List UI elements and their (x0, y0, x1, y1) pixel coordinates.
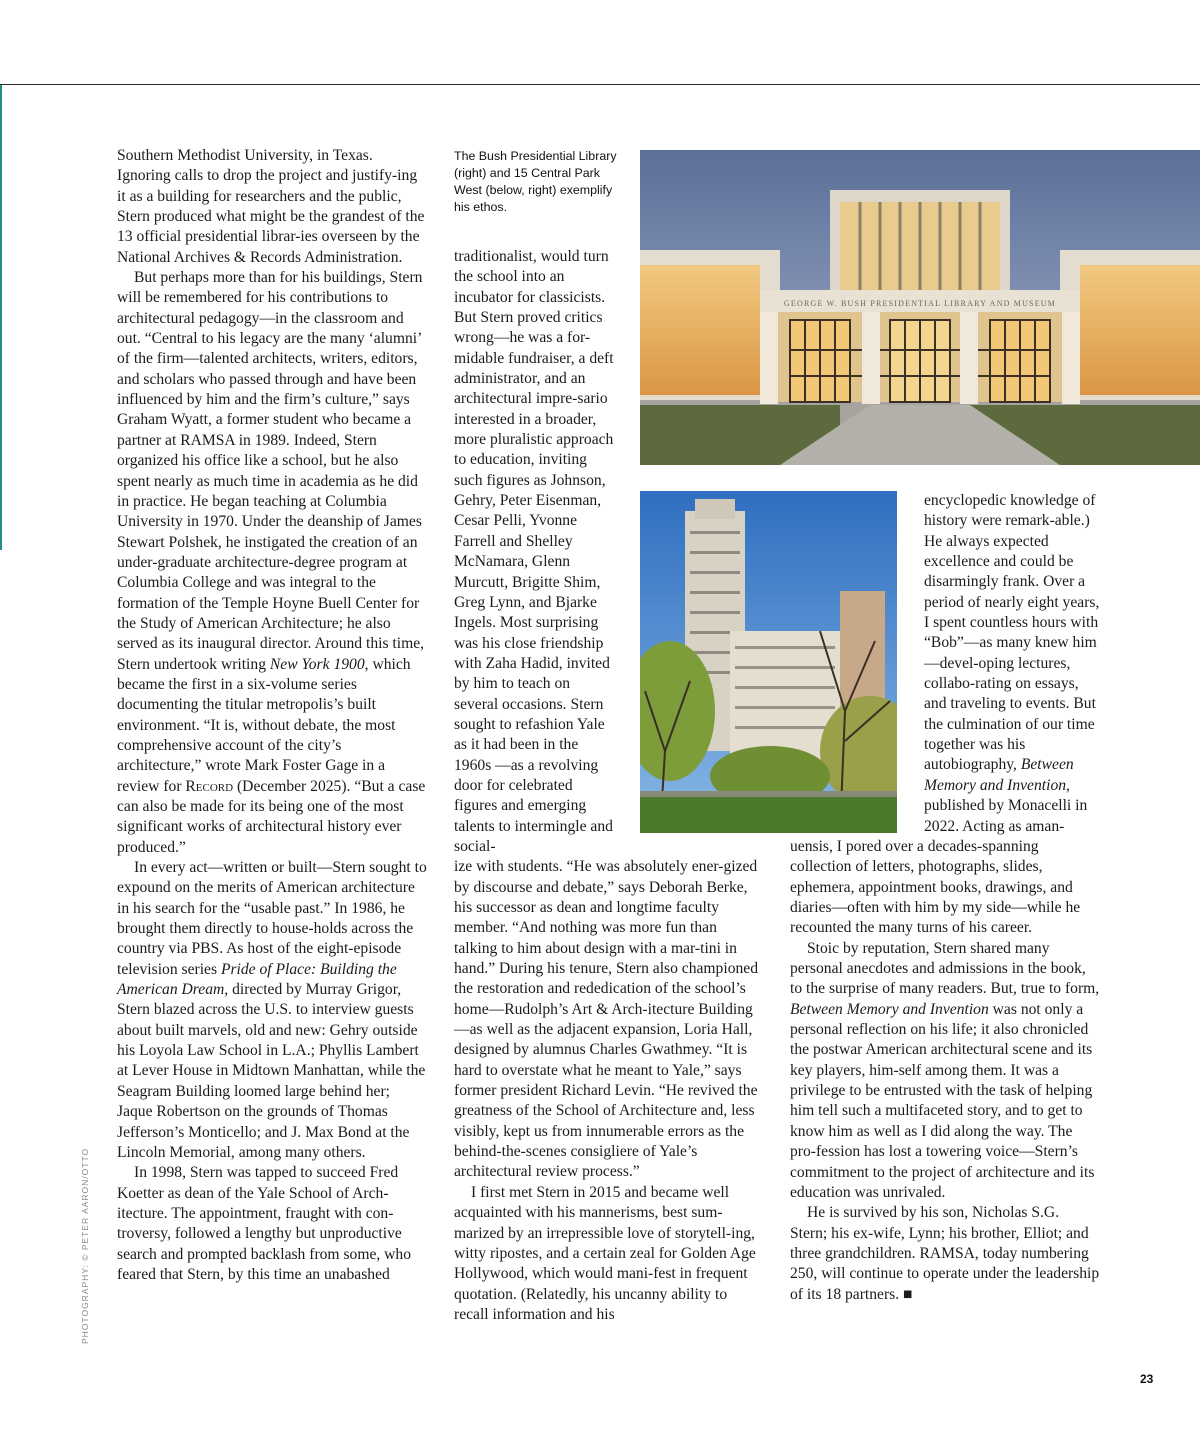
paragraph: uensis, I pored over a decades-spanning collection of letters, photographs, slides, ephemera, appointment books, drawings, and diaries—often with him by my side—while he recounted the many turns of his career. (790, 838, 1081, 937)
paragraph: But perhaps more than for his buildings, Stern will be remembered for his contributions to architectural pedagogy—in the classroom and out. “Central to his legacy are the many ‘alumni’ of the firm—talented architects, writers, editors, and scholars who passed through and have been influenced by him and the firm’s culture,” says Graham Wyatt, a former student who became a partner at RAMSA in 1989. Indeed, Stern organized his office like a school, but he also spent nearly as much time in academia as he did in practice. He began teaching at Columbia University in 1970. Under the deanship of James Stewart Polshek, he instigated the creation of an under-graduate architecture-degree program at Columbia College and was integral to the formation of the Temple Hoyne Buell Center for the Study of American Architecture; he also served as its inaugural director. Around this time, Stern undertook writing New York 1900, which became the first in a six-volume series documenting the titular metropolis’s built environment. “It is, without debate, the most comprehensive account of the city’s architecture,” wrote Mark Foster Gage in a review for Record (December 2025). “But a case can also be made for its being one of the most significant works of architectural history ever produced.” (117, 269, 426, 856)
paragraph: In 1998, Stern was tapped to succeed Fred Koetter as dean of the Yale School of Arch-itecture. The appointment, fraught with con-troversy, followed a lengthy but unproductive search and prompted backlash from some, who feared that Stern, by this time an unabashed (117, 1164, 412, 1283)
paragraph: He is survived by his son, Nicholas S.G. Stern; his ex-wife, Lynn; his brother, Elliot; and three grandchildren. RAMSA, today numbering 250, will continue to operate under the leadership of its 18 partners. ■ (790, 1204, 1100, 1303)
paragraph-wide: ize with students. “He was absolutely ener-gized by discourse and debate,” says Deborah Berke, his successor as dean and longtime faculty member. “And nothing was more fun than talking to him about design with a mar-tini in hand.” During his tenure, Stern also championed the restoration and rededication of the school’s home—Rudolph’s Art & Arch-itecture Building—as well as the adjacent expansion, Loria Hall, designed by alumnus Charles Gwathmey. “It is hard to overstate what he meant to Yale,” says former president Richard Levin. “He revived the greatness of the School of Architecture and, less visibly, kept us from innumerable errors as the behind-the-scenes consigliere of Yale’s architectural review process.” (454, 858, 759, 1181)
photo-caption: The Bush Presidential Library (right) and 15 Central Park West (below, right) exemplify his ethos. (454, 149, 617, 214)
header-rule (0, 84, 1200, 85)
page-number: 23 (1140, 1372, 1154, 1386)
paragraph: In every act—written or built—Stern sought to expound on the merits of American architecture in his search for the “usable past.” In 1986, he brought them directly to house-holds across the country via PBS. As host of the eight-episode television series Pride of Place: Building the American Dream, directed by Murray Grigor, Stern blazed across the U.S. to interview guests about built marvels, old and new: Gehry outside his Loyola Law School in L.A.; Phyllis Lambert at Lever House in Midtown Manhattan, while the Seagram Building loomed large behind her; Jaque Robertson on the grounds of Thomas Jefferson’s Monticello; and J. Max Bond at the Lincoln Memorial, among many others. (117, 859, 427, 1161)
record-magazine-name: Record (185, 777, 234, 795)
end-mark: ■ (903, 1285, 913, 1303)
article-column-1 (117, 146, 427, 1285)
article-column-3-wide (790, 837, 1100, 1305)
paragraph-narrow: encyclopedic knowledge of history were remark-able.) He always expected excellence and could be disarmingly frank. Over a period of nearly eight years, I spent countless hours with “Bob”—as many knew him—devel-oping lectures, collabo-rating on essays, and traveling to events. But the culmination of our time together was his autobiography, Between Memory and Invention, published by Monacelli in 2022. Acting as aman- (924, 492, 1100, 835)
article-column-3 (924, 491, 1100, 837)
paragraph: Southern Methodist University, in Texas. Ignoring calls to drop the project and justify-ing it as a building for researchers and the public, Stern produced what might be the grandest of the 13 official presidential librar-ies overseen by the National Archives & Records Administration. (117, 147, 425, 266)
paragraph: I first met Stern in 2015 and became well acquainted with his mannerisms, best sum-marized by an irrepressible love of storytell-ing, witty ripostes, and a certain zeal for Golden Age Hollywood, which would mani-fest in frequent quotation. (Relatedly, his uncanny ability to recall information and his (454, 1183, 756, 1323)
central-park-west-photo (640, 491, 897, 833)
photo-credit: PHOTOGRAPHY: © PETER AARON/OTTO (80, 1147, 90, 1344)
article-column-2 (454, 247, 759, 1325)
left-accent-edge (0, 85, 2, 550)
paragraph-narrow: traditionalist, would turn the school into an incubator for classicists. But Stern proved critics wrong—he was a for-midable fundraiser, a deft administrator, and an architectural impre-sario interested in a broader, more pluralistic approach to education, inviting such figures as Johnson, Gehry, Peter Eisenman, Cesar Pelli, Yvonne Farrell and Shelley McNamara, Glenn Murcutt, Brigitte Shim, Greg Lynn, and Bjarke Ingels. Most surprising was his close friendship with Zaha Hadid, invited by him to teach on several occasions. Stern sought to refashion Yale as it had been in the 1960s —as a revolving door for celebrated figures and emerging talents to intermingle and social- (454, 248, 614, 855)
library-inscription: GEORGE W. BUSH PRESIDENTIAL LIBRARY AND MUSEUM (783, 299, 1057, 308)
bush-library-photo (640, 150, 1200, 465)
paragraph: Stoic by reputation, Stern shared many personal anecdotes and admissions in the book, to the surprise of many readers. But, true to form, Between Memory and Invention was not only a personal reflection on his life; it also chronicled the postwar American architectural scene and its key players, him-self among them. It was a privilege to be entrusted with the task of helping him tell such a multifaceted story, and to get to know him as well as I did along the way. The pro-fession has lost a towering voice—Stern’s commitment to the project of architecture and its education was unrivaled. (790, 939, 1100, 1201)
